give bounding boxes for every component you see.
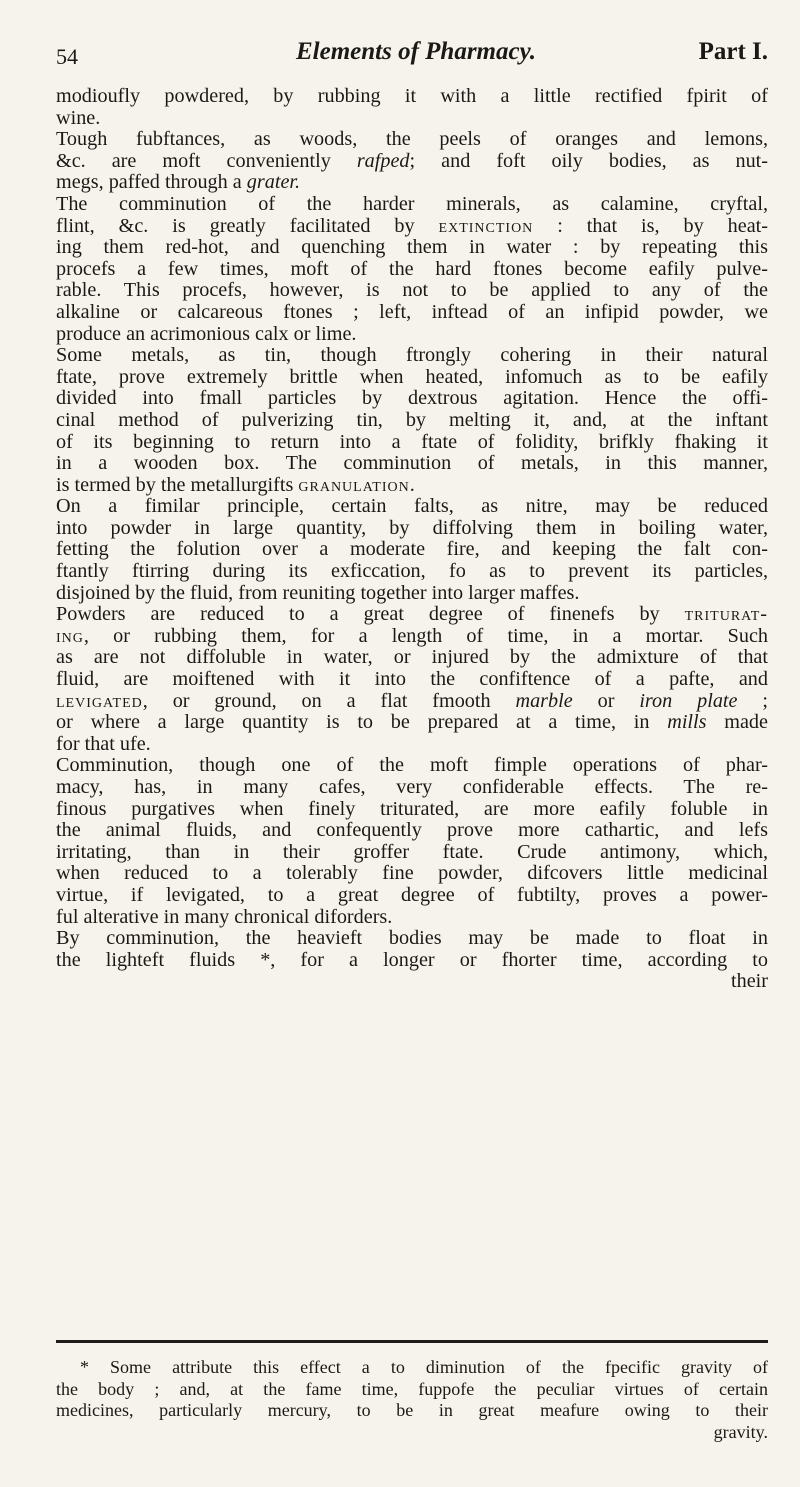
small-caps-term: triturat-: [684, 603, 768, 626]
text-line: fluid, are moiftened with it into the confiftence of a pafte, and: [56, 668, 768, 691]
footnote-line: the body ; and, at the fame time, fuppofe the peculiar virtues of certain: [56, 1378, 768, 1399]
text-line: ftantly ftirring during its exficcation, fo as to prevent its particles,: [56, 560, 768, 583]
text-line: ing them red-hot, and quenching them in water : by repeating this: [56, 236, 768, 259]
text-line: virtue, if levigated, to a great degree of fubtilty, proves a power-: [56, 883, 768, 906]
running-title: Elements of Pharmacy.: [295, 38, 537, 65]
text-line: ftate, prove extremely brittle when heated, infomuch as to be eafily: [56, 365, 768, 388]
text-line: [56, 604, 768, 626]
text-line: divided into fmall particles by dextrous agitation. Hence the offi-: [56, 387, 768, 410]
text-line: [56, 712, 768, 734]
italic-term: marble: [515, 689, 573, 712]
text-run: ;: [737, 689, 768, 712]
body-text: [56, 86, 768, 993]
text-run: or: [572, 689, 640, 712]
small-caps-term: levigated: [56, 689, 143, 712]
text-line: finous purgatives when finely triturated, are more eafily foluble in: [56, 797, 768, 820]
footnote-line: * Some attribute this effect a to diminution of the fpecific gravity of: [80, 1357, 768, 1377]
text-run: made: [706, 711, 768, 734]
text-line: Some metals, as tin, though ftrongly cohering in their natural: [56, 344, 768, 367]
text-line: of its beginning to return into a ftate of folidity, brifkly fhaking it: [56, 430, 768, 453]
catchword: their: [731, 970, 768, 993]
italic-term: rafped: [356, 149, 410, 172]
text-run: or where a large quantity is to be prepared at a time, in: [56, 711, 668, 734]
text-line: irritating, than in their groffer ftate. Crude antimony, which,: [56, 840, 768, 863]
text-run: , or rubbing them, for a length of time, in a mortar. Such: [83, 624, 768, 647]
text-line: when reduced to a tolerably fine powder, difcovers little medicinal: [56, 862, 768, 885]
text-line: ful alterative in many chronical diforders.: [56, 905, 393, 928]
text-line: By comminution, the heavieft bodies may be made to float in: [56, 927, 768, 950]
text-line: fetting the folution over a moderate fire, and keeping the falt con-: [56, 538, 768, 561]
text-line: modioufly powdered, by rubbing it with a little rectified fpirit of: [56, 85, 768, 107]
text-line: [56, 475, 768, 497]
text-line: disjoined by the fluid, from reuniting together into larger maffes.: [56, 581, 580, 604]
text-line: On a fimilar principle, certain falts, as nitre, may be reduced: [56, 495, 768, 518]
text-line: for that ufe.: [56, 732, 151, 755]
text-line: procefs a few times, moft of the hard ftones become eafily pulve-: [56, 257, 768, 280]
text-run: , or ground, on a flat fmooth: [142, 689, 516, 712]
footnote-line: gravity.: [713, 1421, 768, 1442]
text-run: &c. are moft conveniently: [56, 149, 357, 172]
text-line: Tough fubftances, as woods, the peels of oranges and lemons,: [56, 128, 768, 151]
text-line: in a wooden box. The comminution of metals, in this manner,: [56, 452, 768, 475]
text-line: as are not diffoluble in water, or injured by the admixture of that: [56, 646, 768, 669]
text-run: Powders are reduced to a great degree of finenefs by: [56, 603, 685, 626]
text-line: the animal fluids, and confequently prove more cathartic, and lefs: [56, 819, 768, 842]
text-run: flint, &c. is greatly facilitated by: [56, 214, 439, 237]
text-run: ; and foft oily bodies, as nut-: [409, 149, 769, 172]
text-line: [56, 151, 768, 173]
italic-term: grater.: [246, 171, 301, 194]
text-line: [56, 216, 768, 238]
text-line: alkaline or calcareous ftones ; left, inftead of an infipid powder, we: [56, 300, 768, 323]
text-line: into powder in large quantity, by diffolving them in boiling water,: [56, 516, 768, 539]
text-line: [56, 172, 768, 194]
small-caps-term: ing: [56, 624, 84, 647]
part-label: Part I.: [698, 38, 768, 65]
text-line: cinal method of pulverizing tin, by melting it, and, at the inftant: [56, 408, 768, 431]
text-run: megs, paffed through a: [56, 171, 247, 194]
footnote-rule: [56, 1340, 768, 1343]
text-line: rable. This procefs, however, is not to be applied to any of the: [56, 279, 768, 302]
small-caps-term: granulation.: [298, 473, 416, 496]
text-run: is termed by the metallurgifts: [56, 473, 299, 496]
text-run: : that is, by heat-: [533, 214, 768, 237]
italic-term: mills: [667, 711, 707, 734]
text-line: the lighteft fluids *, for a longer or fhorter time, according to: [56, 948, 768, 971]
footnote: [56, 1357, 768, 1443]
text-line: [56, 626, 768, 648]
text-line: [56, 691, 768, 713]
text-line: The comminution of the harder minerals, as calamine, cryftal,: [56, 192, 768, 215]
small-caps-term: extinction: [438, 214, 534, 237]
text-line: macy, has, in many cafes, very confiderable effects. The re-: [56, 776, 768, 798]
running-head: [56, 38, 768, 74]
text-line: Comminution, though one of the moft fimple operations of phar-: [56, 754, 768, 777]
footnote-line: medicines, particularly mercury, to be in great meafure owing to their: [56, 1400, 768, 1421]
text-line: produce an acrimonious calx or lime.: [56, 322, 357, 345]
page-number: 54: [56, 44, 78, 69]
text-line: wine.: [56, 106, 101, 129]
italic-term: iron plate: [639, 689, 738, 712]
